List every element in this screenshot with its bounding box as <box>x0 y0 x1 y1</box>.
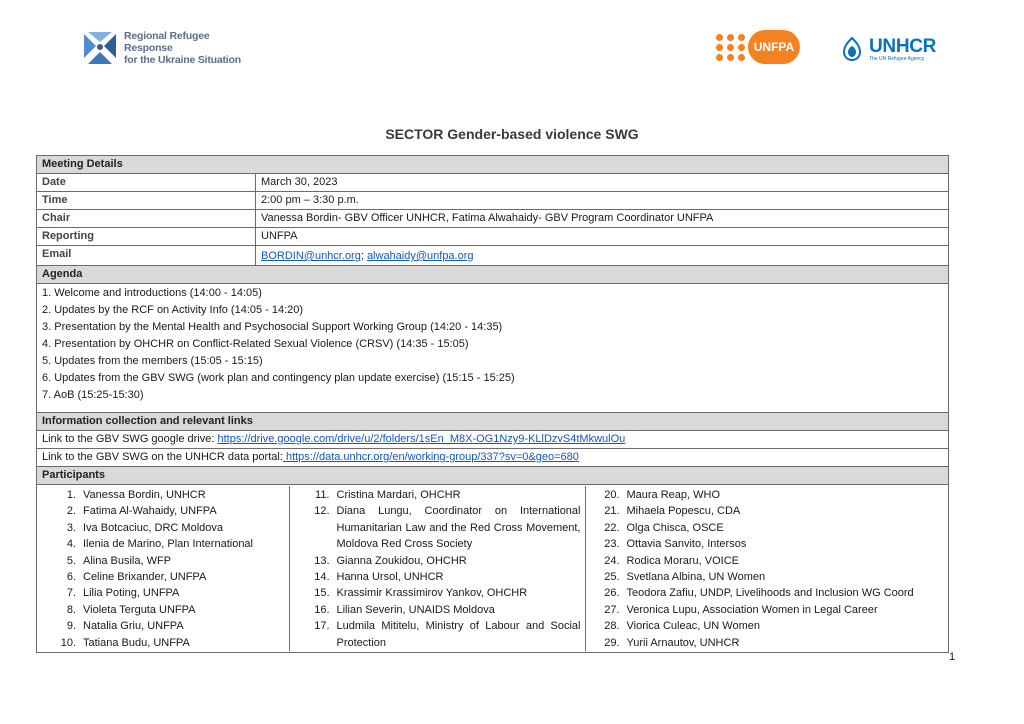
participants-list-3 <box>586 487 940 651</box>
participant-number: 24. <box>604 554 620 567</box>
date-label: Date <box>37 174 256 192</box>
agenda-item: 6. Updates from the GBV SWG (work plan and contingency plan update exercise) (15:15 - 15:25) <box>42 372 515 384</box>
data-portal-row <box>37 449 949 467</box>
unhcr-logo <box>838 34 950 64</box>
agenda-heading: Agenda <box>37 266 949 284</box>
left-logo-text <box>124 30 260 66</box>
participant-number: 2. <box>66 505 76 518</box>
participant-name: Olga Chisca, OSCE <box>626 521 724 534</box>
agenda-item: 5. Updates from the members (15:05 - 15:15) <box>42 355 263 367</box>
unfpa-dots-icon <box>716 29 746 65</box>
participant-name: Lilian Severin, UNAIDS Moldova <box>336 603 495 616</box>
email-separator: ; <box>360 250 367 262</box>
participant-item <box>42 553 285 569</box>
participant-name: Maura Reap, WHO <box>626 489 721 501</box>
participant-item <box>586 487 940 503</box>
participant-item <box>42 503 285 519</box>
participant-item <box>290 602 581 618</box>
agenda-list <box>37 284 949 413</box>
participant-item <box>42 618 285 634</box>
participant-name: Veronica Lupu, Association Women in Legal Career <box>626 603 878 616</box>
participant-name: Yurii Arnautov, UNHCR <box>626 636 740 649</box>
participant-name: Ottavia Sanvito, Intersos <box>626 538 747 551</box>
participant-item <box>586 585 940 601</box>
participant-name: Lilia Poting, UNFPA <box>83 587 180 600</box>
left-logo-line1: Regional Refugee Response <box>124 30 210 54</box>
participant-item <box>42 635 285 651</box>
participant-number: 21. <box>604 505 620 518</box>
email-value <box>256 246 949 266</box>
participant-name: Krassimir Krassimirov Yankov, OHCHR <box>336 587 528 600</box>
agenda-header-row <box>37 266 949 284</box>
data-portal-link-cell <box>37 449 949 467</box>
participant-number: 26. <box>604 587 620 600</box>
chair-value: Vanessa Bordin- GBV Officer UNHCR, Fatima Alwahaidy- GBV Program Coordinator UNFPA <box>256 210 949 228</box>
reporting-label: Reporting <box>37 228 256 246</box>
participant-number: 23. <box>604 538 620 551</box>
participant-name: Teodora Zafiu, UNDP, Livelihoods and Inclusion WG Coord <box>626 587 914 600</box>
chair-label: Chair <box>37 210 256 228</box>
participants-column-2 <box>289 486 585 651</box>
participant-name: Natalia Griu, UNFPA <box>83 620 184 633</box>
participant-number: 11. <box>315 489 330 501</box>
participant-number: 8. <box>66 603 76 616</box>
participant-item <box>290 503 581 552</box>
participant-number: 6. <box>66 571 76 584</box>
participants-column-3 <box>585 486 943 651</box>
meeting-details-heading: Meeting Details <box>37 156 949 174</box>
agenda-item: 4. Presentation by OHCHR on Conflict-Related Sexual Violence (CRSV) (14:35 - 15:05) <box>42 338 469 350</box>
participant-item <box>42 585 285 601</box>
participants-column-1 <box>42 486 289 651</box>
data-portal-link[interactable]: https://data.unhcr.org/en/working-group/337?sv=0&geo=680 <box>282 451 579 463</box>
participant-name: Svetlana Albina, UN Women <box>626 571 766 584</box>
participant-number: 20. <box>604 489 620 501</box>
participants-columns <box>42 486 943 651</box>
participants-list-2 <box>290 487 581 651</box>
date-value: March 30, 2023 <box>256 174 949 192</box>
email-link-bordin[interactable]: BORDIN@unhcr.org <box>261 250 361 262</box>
participants-list-1 <box>42 487 285 651</box>
google-drive-label: Link to the GBV SWG google drive: <box>42 433 218 445</box>
participant-item <box>290 487 581 503</box>
participant-number: 29. <box>604 636 620 649</box>
date-row <box>37 174 949 192</box>
participant-item <box>42 536 285 552</box>
participant-name: Vanessa Bordin, UNHCR <box>83 489 206 501</box>
agenda-item: 7. AoB (15:25-15:30) <box>42 389 144 401</box>
time-row <box>37 192 949 210</box>
participant-name: Fatima Al-Wahaidy, UNFPA <box>83 505 217 518</box>
page-number: 1 <box>949 651 956 663</box>
participant-number: 22. <box>604 521 620 534</box>
participant-number: 16. <box>314 603 330 616</box>
participant-item <box>586 618 940 634</box>
participant-name: Mihaela Popescu, CDA <box>626 505 741 518</box>
participant-item <box>290 553 581 569</box>
unfpa-logo-text: UNFPA <box>748 30 800 64</box>
participant-number: 5. <box>66 554 76 567</box>
participants-cell <box>37 485 949 653</box>
unfpa-logo <box>716 27 800 67</box>
participant-name: Diana Lungu, Coordinator on International Humanitarian Law and the Red Cross Movement, Moldova Red Cross Society <box>336 505 581 551</box>
participant-item <box>42 602 285 618</box>
google-drive-row <box>37 431 949 449</box>
email-label: Email <box>37 246 256 266</box>
time-label: Time <box>37 192 256 210</box>
participant-item <box>42 520 285 536</box>
participant-number: 25. <box>604 571 620 584</box>
meeting-details-header-row <box>37 156 949 174</box>
info-header-row <box>37 413 949 431</box>
unhcr-logo-text: UNHCR <box>869 35 937 57</box>
participant-name: Tatiana Budu, UNFPA <box>83 636 190 649</box>
chair-row <box>37 210 949 228</box>
participant-item <box>586 503 940 519</box>
participant-name: Ilenia de Marino, Plan International <box>83 538 253 551</box>
participants-body-row <box>37 485 949 653</box>
participant-number: 1. <box>66 489 76 501</box>
participant-name: Celine Brixander, UNFPA <box>83 571 207 584</box>
participant-number: 14. <box>314 571 330 584</box>
email-link-alwahaidy[interactable]: alwahaidy@unfpa.org <box>366 250 474 262</box>
participant-number: 27. <box>604 603 620 616</box>
time-value: 2:00 pm – 3:30 p.m. <box>256 192 949 210</box>
google-drive-link[interactable]: https://drive.google.com/drive/u/2/folders/1sEn_M8X-OG1Nzy9-KLlDzvS4tMkwulOu <box>217 433 626 445</box>
agenda-item: 1. Welcome and introductions (14:00 - 14:05) <box>42 287 262 299</box>
refugee-response-emblem-icon <box>80 28 120 68</box>
google-drive-link-cell <box>37 431 949 449</box>
participants-heading: Participants <box>37 467 949 485</box>
participant-item <box>42 487 285 503</box>
left-logo-line2: for the Ukraine Situation <box>124 54 241 66</box>
participant-name: Iva Botcaciuc, DRC Moldova <box>83 521 223 534</box>
unhcr-tagline: The UN Refugee Agency <box>869 55 925 62</box>
participant-name: Viorica Culeac, UN Women <box>626 620 760 633</box>
participant-number: 7. <box>66 587 76 600</box>
participant-number: 12. <box>314 505 330 518</box>
participant-number: 9. <box>66 620 76 633</box>
participant-name: Hanna Ursol, UNHCR <box>336 571 444 584</box>
participant-number: 3. <box>66 521 76 534</box>
participant-number: 15. <box>314 587 330 600</box>
participant-number: 28. <box>604 620 620 633</box>
participant-number: 13. <box>314 554 330 567</box>
meeting-minutes-table <box>36 155 949 653</box>
agenda-item: 2. Updates by the RCF on Activity Info (14:05 - 14:20) <box>42 304 304 316</box>
participant-item <box>586 602 940 618</box>
participant-name: Ludmila Mititelu, Ministry of Labour and Social Protection <box>336 620 581 649</box>
agenda-body-row <box>37 284 949 413</box>
data-portal-label: Link to the GBV SWG on the UNHCR data portal: <box>42 451 283 463</box>
participant-name: Gianna Zoukidou, OHCHR <box>336 554 467 567</box>
participant-item <box>586 553 940 569</box>
participant-name: Violeta Terguta UNFPA <box>83 603 196 616</box>
reporting-value: UNFPA <box>256 228 949 246</box>
agenda-item: 3. Presentation by the Mental Health and Psychosocial Support Working Group (14:20 - 14:35) <box>42 321 503 333</box>
participant-item <box>42 569 285 585</box>
participant-item <box>290 618 581 651</box>
participant-item <box>586 536 940 552</box>
participant-item <box>586 635 940 651</box>
info-heading: Information collection and relevant links <box>37 413 949 431</box>
participants-header-row <box>37 467 949 485</box>
participant-name: Cristina Mardari, OHCHR <box>336 489 461 501</box>
participant-item <box>290 585 581 601</box>
participant-number: 17. <box>314 620 330 633</box>
page-title: SECTOR Gender-based violence SWG <box>385 126 639 142</box>
reporting-row <box>37 228 949 246</box>
participant-number: 10. <box>60 636 76 649</box>
participant-name: Alina Busila, WFP <box>83 554 172 567</box>
participant-item <box>290 569 581 585</box>
email-row <box>37 246 949 266</box>
participant-name: Rodica Moraru, VOICE <box>626 554 739 567</box>
participant-item <box>586 520 940 536</box>
participant-number: 4. <box>66 538 76 551</box>
participant-item <box>586 569 940 585</box>
regional-refugee-response-logo <box>80 26 260 70</box>
unhcr-emblem-icon <box>838 35 866 63</box>
